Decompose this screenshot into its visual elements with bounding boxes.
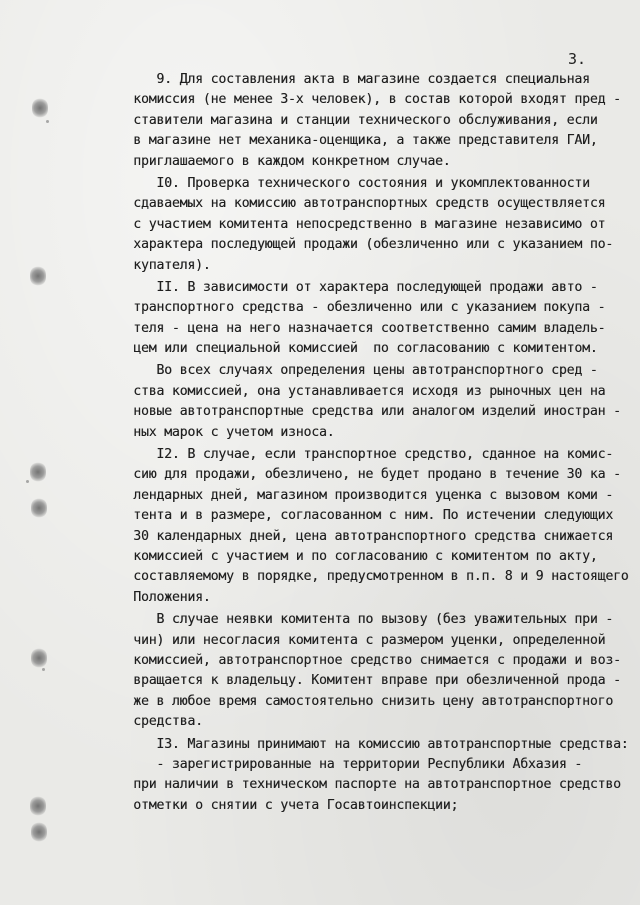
text-line: транспортного средства - обезличенно или с указанием покупа - [110, 300, 606, 316]
text-line: вращается к владельцу. Комитент вправе при обезличенной прода - [110, 673, 621, 689]
text-line: теля - цена на него назначается соответственно самим владель- [110, 320, 606, 336]
text-line: с участием комитента непосредственно в магазине независимо от [110, 216, 606, 232]
page-number: 3. [568, 50, 587, 68]
text-line: комиссией, автотранспортное средство снимается с продажи и воз- [110, 652, 621, 668]
text-line: при наличии в техническом паспорте на автотранспортное средство [110, 777, 621, 793]
text-line: отметки о снятии с учета Госавтоинспекции; [110, 797, 459, 813]
text-line: Положения. [110, 589, 211, 605]
text-line: Во всех случаях определения цены автотранспортного сред - [110, 363, 598, 379]
document-body [110, 70, 630, 816]
scan-speck [42, 668, 45, 671]
text-line: в магазине нет механика-оценщика, а также представителя ГАИ, [110, 133, 598, 149]
text-line: составляемому в порядке, предусмотренном в п.п. 8 и 9 настоящего [110, 569, 629, 585]
text-line: характера последующей продажи (обезличенно или с указанием по- [110, 237, 614, 253]
text-line: лендарных дней, магазином производится уценка с вызовом коми - [110, 487, 614, 503]
text-line: приглашаемого в каждом конкретном случае. [110, 153, 451, 169]
text-line: - зарегистрированные на территории Республики Абхазия - [110, 756, 583, 772]
text-line: В случае неявки комитента по вызову (без уважительных при - [110, 612, 614, 628]
text-line: комиссия (не менее 3-х человек), в состав которой входят пред - [110, 92, 621, 108]
text-line: новые автотранспортные средства или аналогом изделий иностран - [110, 404, 621, 420]
text-line: ных марок с учетом износа. [110, 424, 335, 440]
text-line: купателя). [110, 257, 211, 273]
punch-hole-mark [32, 98, 48, 118]
text-line: тента и в размере, согласованном с ним. По истечении следующих [110, 508, 614, 524]
scan-speck [26, 480, 29, 483]
punch-hole-mark [30, 462, 46, 482]
text-line: I2. В случае, если транспортное средство, сданное на комис- [110, 447, 614, 463]
text-line: 30 календарных дней, цена автотранспортного средства снижается [110, 528, 614, 544]
text-line: 9. Для составления акта в магазине создается специальная [110, 72, 590, 87]
punch-hole-mark [30, 266, 46, 286]
text-line: комиссией с участием и по согласованию с комитентом по акту, [110, 548, 598, 564]
scan-speck [46, 120, 49, 123]
text-line: сдаваемых на комиссию автотранспортных средств осуществляется [110, 196, 606, 212]
text-line: средства. [110, 714, 203, 730]
text-line: II. В зависимости от характера последующей продажи авто - [110, 279, 598, 295]
punch-hole-mark [31, 648, 47, 668]
punch-hole-mark [31, 822, 47, 842]
punch-hole-mark [31, 498, 47, 518]
punch-hole-mark [30, 796, 46, 816]
text-line: I3. Магазины принимают на комиссию автотранспортные средства: [110, 736, 629, 752]
text-line: ства комиссией, она устанавливается исходя из рыночных цен на [110, 383, 606, 399]
text-line: чин) или несогласия комитента с размером уценки, определенной [110, 632, 606, 648]
text-line: ставители магазина и станции технического обслуживания, если [110, 112, 598, 128]
text-line: цем или специальной комиссией по согласованию с комитентом. [110, 341, 598, 357]
text-line: I0. Проверка технического состояния и укомплектованности [110, 175, 590, 191]
text-line: же в любое время самостоятельно снизить цену автотранспортного [110, 693, 614, 709]
text-line: сию для продажи, обезличено, не будет продано в течение 30 ка - [110, 467, 621, 483]
